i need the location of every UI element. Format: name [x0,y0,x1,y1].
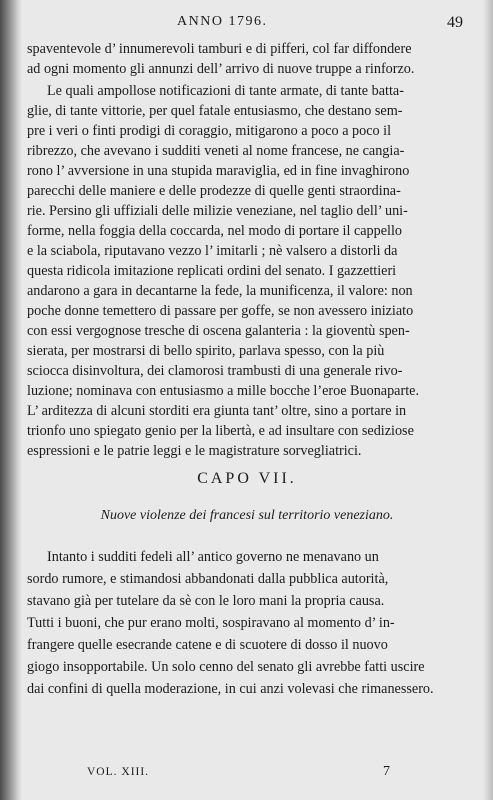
text-line: sciocca disinvoltura, dei clamorosi trambusti di una generale rivo- [27,363,403,379]
text-line: e la sciabola, riputavano vezzo l’ imitarli ; nè valsero a distorli da [27,243,398,259]
text-line: stavano già per tutelare da sè con le loro mani la propria causa. [27,593,385,609]
text-line: Le quali ampollose notificazioni di tante armate, di tante batta- [47,83,404,99]
sheet-number: 7 [383,764,390,779]
volume-signature: VOL. XIII. [87,766,150,778]
text-line: con essi vergognose tresche di oscena galanteria : la gioventù spen- [27,323,410,339]
text-line: rie. Persino gli uffiziali delle milizie veneziane, nel taglio dell’ uni- [27,203,408,219]
text-line: frangere quelle esecrande catene e di scuotere di dosso il nuovo [27,637,388,653]
text-line: ribrezzo, che avevano i sudditi veneti al nome francese, ne cangia- [27,143,405,159]
text-line: parecchi delle maniere e delle prodezze di quelle genti straordina- [27,183,401,199]
text-line: questa ridicola imitazione replicati ordini del senato. I gazzettieri [27,263,397,279]
text-line: sierata, per mostrarsi di bello spirito, parlava spesso, con la più [27,343,385,359]
text-line: giogo insopportabile. Un solo cenno del senato gli avrebbe fatti uscire [27,659,425,675]
text-line: Intanto i sudditi fedeli all’ antico governo ne menavano un [47,549,379,565]
text-line: dai confini di quella moderazione, in cui anzi volevasi che rimanessero. [27,681,434,697]
text-line: sordo rumore, e stimandosi abbandonati dalla pubblica autorità, [27,571,389,587]
text-line: ad ogni momento gli annunzi dell’ arrivo di nuove truppe a rinforzo. [27,61,415,77]
text-line: rono l’ avversione in una stupida maraviglia, ed in fine invaghirono [27,163,410,179]
running-head [27,14,467,36]
text-line: luzione; nominava con entusiasmo a mille bocche l’eroe Buonaparte. [27,383,419,399]
text-line: Tutti i buoni, che pur erano molti, sospiravano al momento d’ in- [27,615,395,631]
text-line: espressioni e le patrie leggi e le magistrature sorvegliatrici. [27,443,362,459]
chapter-title: CAPO VII. [197,470,297,487]
page-edge-shadow [483,0,493,800]
text-line: trionfo uno spiegato genio per la libertà, e ad insultare con sediziose [27,423,414,439]
text-line: forme, nella foggia della coccarda, nel modo di portare il cappello [27,223,403,239]
running-title: ANNO 1796. [177,14,268,29]
text-line: spaventevole d’ innumerevoli tamburi e di pifferi, col far diffondere [27,41,412,57]
text-line: L’ arditezza di alcuni storditi era giunta tant’ oltre, sino a portare in [27,403,407,419]
chapter-subtitle: Nuove violenze dei francesi sul territorio veneziano. [100,508,394,523]
page-number: 49 [447,14,463,31]
binding-shadow [0,0,22,800]
text-line: glie, di tante vittorie, per quel fatale entusiasmo, che destano sem- [27,103,403,119]
text-line: pre i veri o finti prodigi di coraggio, mitigarono a poco a poco il [27,123,392,139]
text-line: andarono a gara in decantarne la fede, la munificenza, il valore: non [27,283,413,299]
text-line: poche donne temettero di passare per goffe, se non avessero iniziato [27,303,414,319]
